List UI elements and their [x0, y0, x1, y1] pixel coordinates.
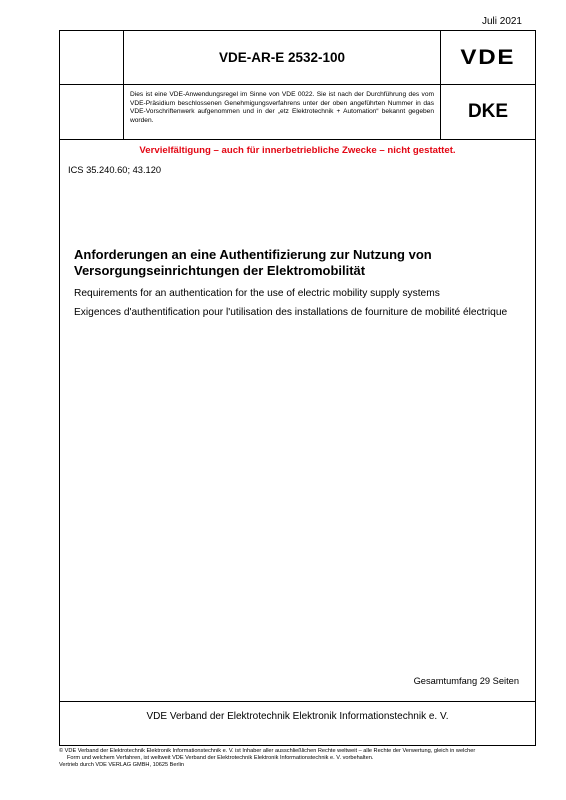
copyright-notice	[59, 748, 536, 769]
copyright-line-2: Form und welchem Verfahren, ist weltweit VDE Verband der Elektrotechnik Elektronik Informationstechnik e. V. vorbehalten.	[67, 755, 374, 761]
title-english: Requirements for an authentication for the use of electric mobility supply systems	[74, 288, 440, 299]
header-dke-cell	[440, 84, 535, 139]
page-count: Gesamtumfang 29 Seiten	[413, 676, 519, 686]
header-notice-cell	[124, 84, 440, 139]
document-titles	[74, 247, 524, 319]
title-german: Anforderungen an eine Authentifizierung zur Nutzung von Versorgungseinrichtungen der Elektromobilität	[74, 247, 432, 278]
footer-divider	[60, 701, 535, 702]
ics-codes: ICS 35.240.60; 43.120	[68, 165, 162, 175]
header-title-cell	[124, 31, 440, 84]
notice-text: Dies ist eine VDE-Anwendungsregel im Sinne von VDE 0022. Sie ist nach der Durchführung des vom VDE-Präsidium beschlossenen Genehmigungsverfahrens unter der oben angeführten Nummer in das VDE-Vorschriftenwerk aufgenommen und in der „etz Elektrotechnik + Automation“ bekannt gegeben worden.	[130, 91, 434, 124]
standard-number: VDE-AR-E 2532-100	[218, 50, 346, 65]
header-logo-cell	[440, 31, 535, 84]
vde-logo: VDE	[460, 45, 516, 69]
header-row-title	[60, 31, 535, 85]
header-empty-cell-2	[60, 84, 124, 139]
header-row-notice	[60, 84, 535, 140]
title-french: Exigences d'authentification pour l'utilisation des installations de fourniture de mobilité électrique	[74, 307, 508, 318]
reproduction-warning: Vervielfältigung – auch für innerbetriebliche Zwecke – nicht gestattet.	[139, 145, 456, 156]
publication-date: Juli 2021	[481, 16, 522, 27]
publisher-name: VDE Verband der Elektrotechnik Elektronik Informationstechnik e. V.	[146, 711, 449, 722]
copyright-line-1: © VDE Verband der Elektrotechnik Elektronik Informationstechnik e. V. ist Inhaber aller ausschließlichen Rechte weltweit – alle Rechte der Verwertung, gleich in welcher	[59, 748, 476, 754]
dke-logo: DKE	[467, 100, 509, 122]
cover-frame	[59, 30, 536, 746]
header-empty-cell	[60, 31, 124, 84]
distribution-line: Vertrieb durch VDE VERLAG GMBH, 10625 Berlin	[59, 762, 184, 768]
